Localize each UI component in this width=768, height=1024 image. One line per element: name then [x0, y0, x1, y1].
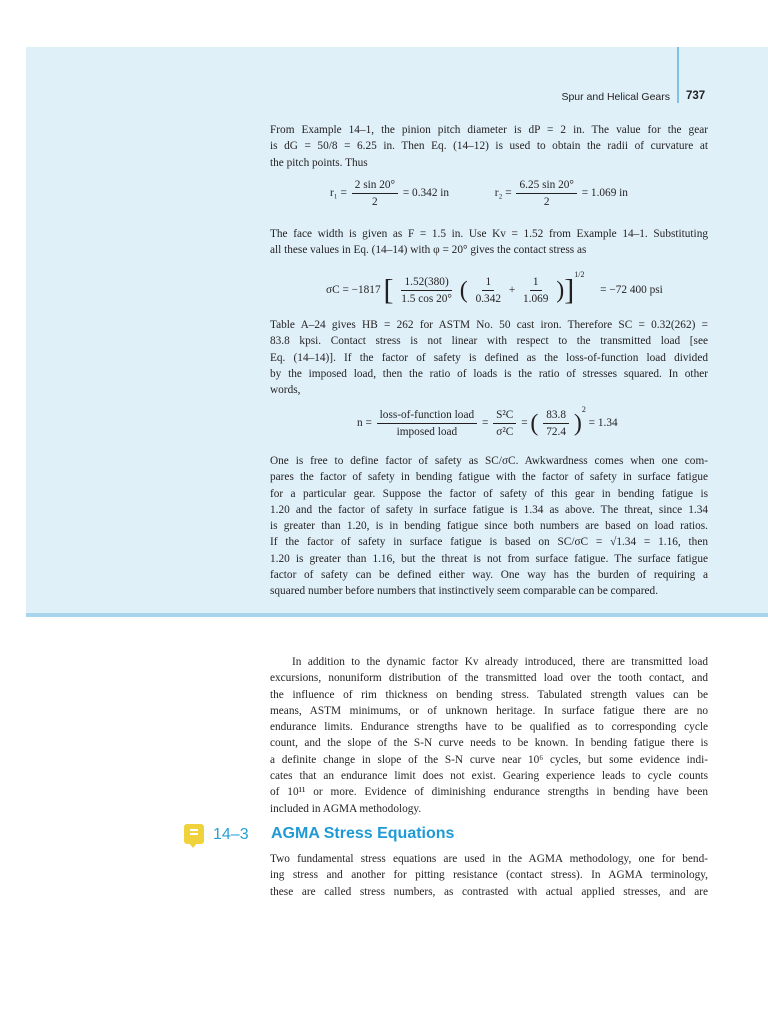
text-line: Two fundamental stress equations are used in the AGMA methodology, one for bend-: [270, 853, 708, 865]
text-line: the pitch points. Thus: [270, 156, 368, 169]
text-line: these are called stress numbers, as contrasted with actual applied stresses, and are: [270, 885, 708, 898]
text-line: The face width is given as F = 1.5 in. Use Kv = 1.52 from Example 14–1. Substituting: [270, 228, 708, 240]
text-line: From Example 14–1, the pinion pitch diameter is dP = 2 in. The value for the gear: [270, 124, 708, 136]
equals-sign: =: [481, 417, 489, 429]
text-line: count, and the slope of the S-N curve needs to be known. In bending fatigue there is: [270, 737, 708, 750]
right-bracket: ]: [564, 273, 575, 307]
numerator: 2 sin 20°: [352, 178, 398, 194]
equation-radii: [330, 178, 628, 209]
right-paren: ): [573, 410, 582, 437]
numerator: 6.25 sin 20°: [516, 178, 576, 194]
numerator: 83.8: [543, 408, 569, 424]
note-icon-tail: [189, 843, 197, 848]
text-line: cates that an endurance limit does not exist. Gearing experience leads to cycle counts: [270, 770, 708, 783]
numerator: 1.52(380): [401, 275, 451, 291]
text-line: of 10¹¹ or more. Evidence of diminishing endurance strengths in bending have been: [270, 786, 708, 799]
equation-term: = 1.34: [588, 417, 618, 429]
equation-factor-of-safety: [357, 405, 618, 439]
numerator: loss-of-function load: [377, 408, 477, 424]
header-divider-rule: [677, 47, 679, 103]
example-paragraph-4: [270, 453, 708, 600]
body-paragraph-1: [270, 654, 708, 817]
left-paren: (: [459, 277, 468, 304]
text-line: excursions, nonuniform distribution of the transmitted load over the tooth contact, and: [270, 672, 708, 685]
text-line: endurance limits. Endurance strengths have to be qualified as to corresponding cycle: [270, 721, 708, 734]
example-paragraph-2: [270, 226, 708, 259]
text-line: Eq. (14–14)]. If the factor of safety is defined as the loss-of-function load divided: [270, 351, 708, 364]
fraction: [520, 275, 551, 306]
left-bracket: [: [383, 273, 394, 307]
fraction: [377, 408, 477, 439]
text-line: words,: [270, 384, 301, 397]
equation-term: σC = −1817: [326, 284, 381, 296]
denominator: 1.5 cos 20°: [401, 292, 452, 305]
text-line: for a particular gear. Suppose the factor of safety of this gear in bending fatigue is: [270, 487, 708, 500]
text-line: means, ASTM minimums, or of unknown heritage. In surface fatigue there are no: [270, 704, 708, 717]
text-line: by the imposed load, then the ratio of loads is the ratio of stresses squared. In other: [270, 367, 708, 380]
denominator: 0.342: [475, 292, 501, 305]
text-line: One is free to define factor of safety as SC/σC. Awkwardness comes when one com-: [270, 455, 708, 467]
text-line: included in AGMA methodology.: [270, 802, 422, 815]
fraction: [398, 275, 455, 306]
example-paragraph-1: [270, 122, 708, 171]
text-line: all these values in Eq. (14–14) with φ = 20° gives the contact stress as: [270, 244, 587, 257]
text-line: Table A–24 gives HB = 262 for ASTM No. 50 cast iron. Therefore SC = 0.32(262) =: [270, 319, 708, 331]
equals-sign: =: [521, 417, 528, 429]
left-paren: (: [530, 410, 539, 437]
running-head: Spur and Helical Gears: [561, 91, 670, 103]
text-line: is greater than 1.20, is in bending fatigue since both numbers are based on load ratios.: [270, 520, 708, 533]
text-line: a definite change in slope of the S-N curve near 10⁶ cycles, but some evidence indi-: [270, 753, 708, 766]
numerator: S²C: [493, 408, 516, 424]
exponent: 2: [581, 405, 586, 414]
text-line: In addition to the dynamic factor Kv already introduced, there are transmitted load: [292, 656, 708, 668]
text-line: is dG = 50/8 = 6.25 in. Then Eq. (14–12) is used to obtain the radii of curvature at: [270, 140, 708, 153]
text-line: 1.20 and the factor of safety in surface fatigue is 1.34 as above. The threat, since 1.34: [270, 503, 708, 516]
section-number: 14–3: [213, 826, 249, 843]
denominator: 2: [372, 196, 378, 208]
equation-term: = 0.342 in: [402, 187, 450, 200]
equation-term: r₁ =: [330, 187, 347, 200]
fraction: [352, 178, 398, 209]
fraction: [543, 408, 569, 439]
page-number: 737: [686, 90, 706, 102]
text-line: squared number before numbers that instinctively seem comparable can be compared.: [270, 585, 659, 598]
text-line: the influence of rim thickness on bending stress. Tabulated strength values can be: [270, 688, 708, 701]
fraction: [493, 408, 516, 439]
numerator: 1: [482, 275, 494, 291]
exponent: 1/2: [574, 270, 585, 279]
text-line: ing stress and another for pitting resistance (contact stress). In AGMA terminology,: [270, 869, 708, 882]
fraction: [516, 178, 576, 209]
denominator: 1.069: [523, 292, 549, 305]
section-title: AGMA Stress Equations: [271, 825, 455, 842]
equation-term: = 1.069 in: [581, 187, 628, 200]
equation-contact-stress: [326, 270, 663, 306]
equation-term: n =: [357, 417, 372, 429]
equation-term: r₂ =: [494, 187, 512, 200]
plus-sign: +: [508, 284, 516, 296]
body-paragraph-2: [270, 851, 708, 900]
numerator: 1: [530, 275, 542, 291]
right-paren: ): [556, 277, 565, 304]
text-line: 1.20 is greater than 1.16, but the threat is not from surface fatigue. The surface fatigue: [270, 552, 708, 565]
denominator: 72.4: [546, 425, 566, 438]
example-box-bottom-rule: [26, 613, 768, 617]
text-line: If the factor of safety in surface fatigue is based on SC/σC = √1.34 = 1.16, then: [270, 536, 708, 549]
denominator: imposed load: [396, 425, 458, 438]
text-line: pares the factor of safety in bending fatigue with the factor of safety in surface fatigue: [270, 471, 708, 484]
note-icon: [184, 824, 204, 844]
fraction: [473, 275, 504, 306]
denominator: 2: [543, 196, 550, 208]
example-paragraph-3: [270, 317, 708, 398]
text-line: 83.8 kpsi. Contact stress is not linear with respect to the transmitted load [see: [270, 335, 708, 348]
equation-term: = −72 400 psi: [600, 284, 663, 296]
text-line: factor of safety can be defined either way. One way has the burden of requiring a: [270, 569, 708, 582]
denominator: σ²C: [496, 425, 514, 438]
